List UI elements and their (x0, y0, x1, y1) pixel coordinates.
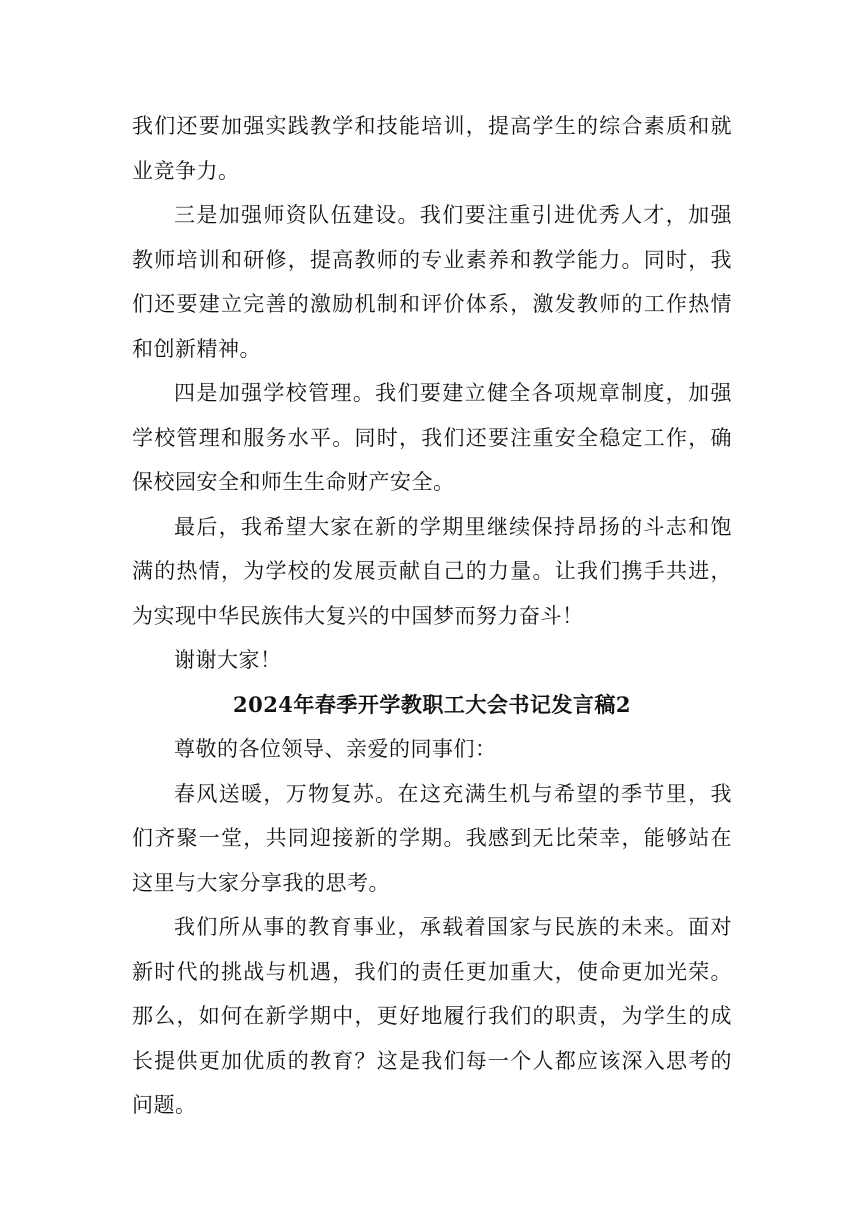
document-body (132, 104, 732, 1128)
paragraph-education-mission: 我们所从事的教育事业，承载着国家与民族的未来。面对新时代的挑战与机遇，我们的责任更加重大，使命更加光荣。那么，如何在新学期中，更好地履行我们的职责，为学生的成长提供更加优质的教育？这是我们每一个人都应该深入思考的问题。 (132, 915, 732, 1117)
paragraph-closing-hope: 最后，我希望大家在新的学期里继续保持昂扬的斗志和饱满的热情，为学校的发展贡献自己的力量。让我们携手共进，为实现中华民族伟大复兴的中国梦而努力奋斗！ (132, 514, 732, 628)
paragraph-teacher-team: 三是加强师资队伍建设。我们要注重引进优秀人才，加强教师培训和研修，提高教师的专业素养和教学能力。同时，我们还要建立完善的激励机制和评价体系，激发教师的工作热情和创新精神。 (132, 203, 732, 361)
paragraph-spring-opening: 春风送暖，万物复苏。在这充满生机与希望的季节里，我们齐聚一堂，共同迎接新的学期。我感到无比荣幸，能够站在这里与大家分享我的思考。 (132, 781, 732, 895)
speech-title: 2024年春季开学教职工大会书记发言稿2 (232, 691, 632, 717)
paragraph-continuation: 我们还要加强实践教学和技能培训，提高学生的综合素质和就业竞争力。 (132, 114, 732, 183)
paragraph-thanks: 谢谢大家！ (174, 648, 282, 672)
paragraph-school-management: 四是加强学校管理。我们要建立健全各项规章制度，加强学校管理和服务水平。同时，我们还要注重安全稳定工作，确保校园安全和师生生命财产安全。 (132, 381, 732, 494)
paragraph-salutation: 尊敬的各位领导、亲爱的同事们： (174, 737, 497, 761)
